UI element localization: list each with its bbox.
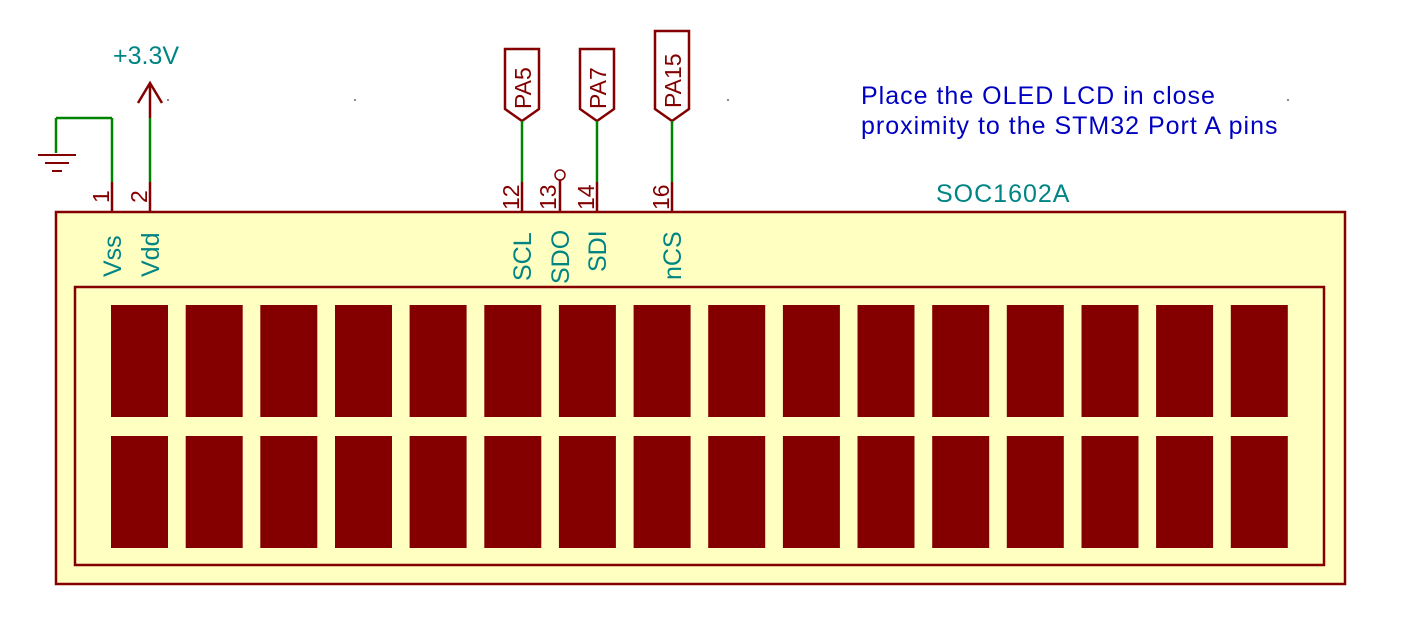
pin-13-no-connect — [555, 170, 565, 180]
power-label: +3.3V — [113, 42, 180, 70]
character-cell — [932, 436, 989, 548]
character-cell — [186, 305, 243, 417]
character-cell — [111, 305, 168, 417]
grid-dot — [727, 99, 729, 101]
pin-number-2: 2 — [126, 190, 152, 203]
pin-name-sdi: SDI — [584, 230, 612, 272]
character-cell — [260, 305, 317, 417]
character-cell — [484, 305, 541, 417]
pin-number-13: 13 — [535, 184, 561, 210]
pin-name-ncs: nCS — [659, 231, 687, 280]
net-label-pa5-text: PA5 — [510, 67, 536, 109]
character-cell — [484, 436, 541, 548]
character-cell — [708, 436, 765, 548]
pin-name-sdo: SDO — [547, 229, 575, 284]
character-cell — [858, 436, 915, 548]
grid-dot — [167, 99, 169, 101]
power-symbol[interactable] — [138, 83, 162, 118]
character-cell — [559, 305, 616, 417]
character-cell — [1156, 305, 1213, 417]
grid-dot — [1287, 99, 1289, 101]
character-cell — [1082, 436, 1139, 548]
net-label-pa15-text: PA15 — [660, 53, 686, 108]
character-cell — [410, 305, 467, 417]
character-cell — [634, 436, 691, 548]
character-cell — [1231, 436, 1288, 548]
character-cell — [186, 436, 243, 548]
pin-name-vss: Vss — [99, 235, 127, 277]
character-cell — [1082, 305, 1139, 417]
pin-name-vdd: Vdd — [137, 232, 165, 277]
character-cell — [335, 305, 392, 417]
pin-number-12: 12 — [498, 184, 524, 210]
lcd-body[interactable] — [56, 212, 1345, 584]
component-reference[interactable]: SOC1602A — [936, 180, 1071, 208]
character-cell — [1007, 436, 1064, 548]
character-cell — [708, 305, 765, 417]
note-line-2[interactable]: proximity to the STM32 Port A pins — [861, 112, 1279, 140]
character-cell — [932, 305, 989, 417]
character-cell — [1007, 305, 1064, 417]
character-cell — [559, 436, 616, 548]
grid-dot — [354, 99, 356, 101]
character-cell — [1231, 305, 1288, 417]
pin-number-16: 16 — [648, 184, 674, 210]
pin-number-14: 14 — [573, 184, 599, 210]
character-cell — [1156, 436, 1213, 548]
character-cell — [335, 436, 392, 548]
character-cell — [111, 436, 168, 548]
net-label-pa7[interactable] — [580, 49, 614, 121]
character-cell — [410, 436, 467, 548]
character-cell — [783, 305, 840, 417]
net-label-pa15[interactable] — [655, 31, 689, 121]
net-label-pa5[interactable] — [505, 49, 539, 121]
character-cell — [260, 436, 317, 548]
pin-name-scl: SCL — [509, 232, 537, 281]
character-cell — [634, 305, 691, 417]
ground-symbol[interactable] — [38, 118, 76, 171]
character-cell — [783, 436, 840, 548]
net-label-pa7-text: PA7 — [585, 67, 611, 109]
pin-number-1: 1 — [88, 190, 114, 203]
character-cell — [858, 305, 915, 417]
note-line-1[interactable]: Place the OLED LCD in close — [861, 82, 1216, 110]
